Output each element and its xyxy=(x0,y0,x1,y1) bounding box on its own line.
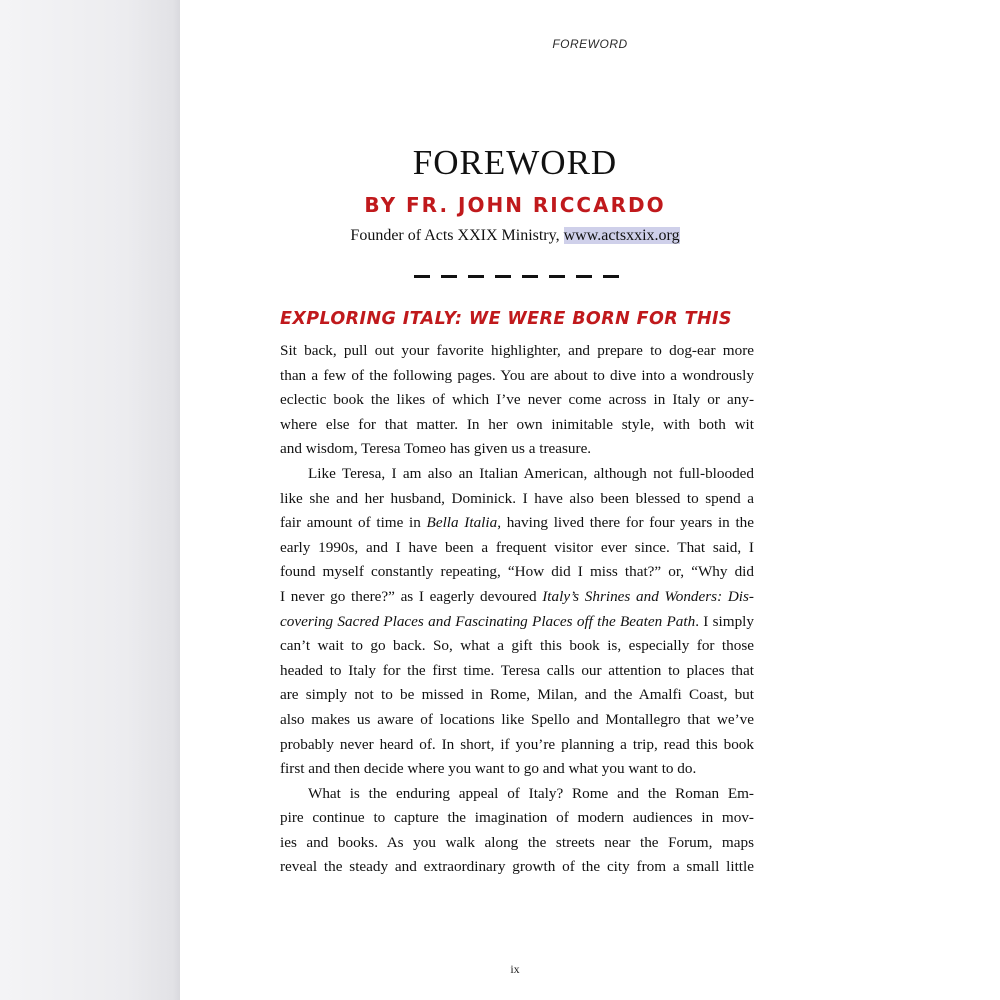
text-line: where else for that matter. In her own inimitable style, with both wit xyxy=(280,415,754,433)
ornamental-divider xyxy=(414,275,619,278)
body-text xyxy=(280,339,754,880)
text-line: like she and her husband, Dominick. I have also been blessed to spend a xyxy=(280,489,754,507)
text-line: are simply not to be missed in Rome, Milan, and the Amalfi Coast, but xyxy=(280,686,754,704)
text-line: Sit back, pull out your favorite highlighter, and prepare to dog-ear more xyxy=(280,342,754,359)
paragraph-1 xyxy=(280,339,754,462)
paragraph-3 xyxy=(280,782,754,880)
italic-book-title: Italy’s Shrines and Wonders: Dis- xyxy=(542,587,754,605)
text-line: and wisdom, Teresa Tomeo has given us a treasure. xyxy=(280,440,592,458)
page-title: FOREWORD xyxy=(412,143,618,182)
text-line: eclectic book the likes of which I’ve never come across in Italy or any- xyxy=(280,391,754,409)
text-line: found myself constantly repeating, “How did I miss that?” or, “Why did xyxy=(280,563,754,581)
divider-dash xyxy=(468,275,484,278)
text-line: first and then decide where you want to go and what you want to do. xyxy=(280,760,697,778)
author-byline: BY FR. JOHN RICCARDO xyxy=(364,193,666,217)
page-number: ix xyxy=(510,962,520,976)
divider-dash xyxy=(576,275,592,278)
text-line: can’t wait to go back. So, what a gift this book is, especially for those xyxy=(280,637,754,655)
text-line: I never go there?” as I eagerly devoured Italy’s Shrines and Wonders: Dis- xyxy=(280,587,754,605)
italic-book-title: covering Sacred Places and Fascinating Places off the Beaten Path xyxy=(280,612,696,630)
text-line: What is the enduring appeal of Italy? Rome and the Roman Em- xyxy=(308,784,754,802)
text-line: Like Teresa, I am also an Italian American, although not full-blooded xyxy=(308,464,754,482)
running-head: FOREWORD xyxy=(552,37,628,51)
paragraph-2 xyxy=(280,462,754,782)
divider-dash xyxy=(495,275,511,278)
text-line: ies and books. As you walk along the streets near the Forum, maps xyxy=(280,833,754,851)
divider-dash xyxy=(414,275,430,278)
text-line: probably never heard of. In short, if you’re planning a trip, read this book xyxy=(280,735,754,753)
text-line: reveal the steady and extraordinary growth of the city from a small little xyxy=(280,858,754,876)
text-line: pire continue to capture the imagination of modern audiences in mov- xyxy=(280,809,754,827)
author-affiliation xyxy=(180,228,850,244)
text-line: fair amount of time in Bella Italia, having lived there for four years in the xyxy=(280,514,754,532)
spine-shadow xyxy=(0,0,180,1000)
divider-dash xyxy=(549,275,565,278)
text-line: early 1990s, and I have been a frequent visitor ever since. That said, I xyxy=(280,538,754,556)
divider-dash xyxy=(603,275,619,278)
book-page xyxy=(180,0,1000,1000)
affiliation-text: Founder of Acts XXIX Ministry, xyxy=(350,227,564,244)
text-line: also makes us aware of locations like Spello and Montallegro that we’ve xyxy=(280,710,754,728)
section-heading: EXPLORING ITALY: WE WERE BORN FOR THIS xyxy=(280,309,732,329)
text-line: than a few of the following pages. You are about to dive into a wondrously xyxy=(280,366,754,384)
website-link[interactable]: www.actsxxix.org xyxy=(563,227,680,244)
italic-title: Bella Italia xyxy=(426,514,498,532)
text-line: covering Sacred Places and Fascinating Places off the Beaten Path. I simply xyxy=(280,612,754,630)
divider-dash xyxy=(441,275,457,278)
text-line: headed to Italy for the first time. Teresa calls our attention to places that xyxy=(280,661,754,679)
divider-dash xyxy=(522,275,538,278)
